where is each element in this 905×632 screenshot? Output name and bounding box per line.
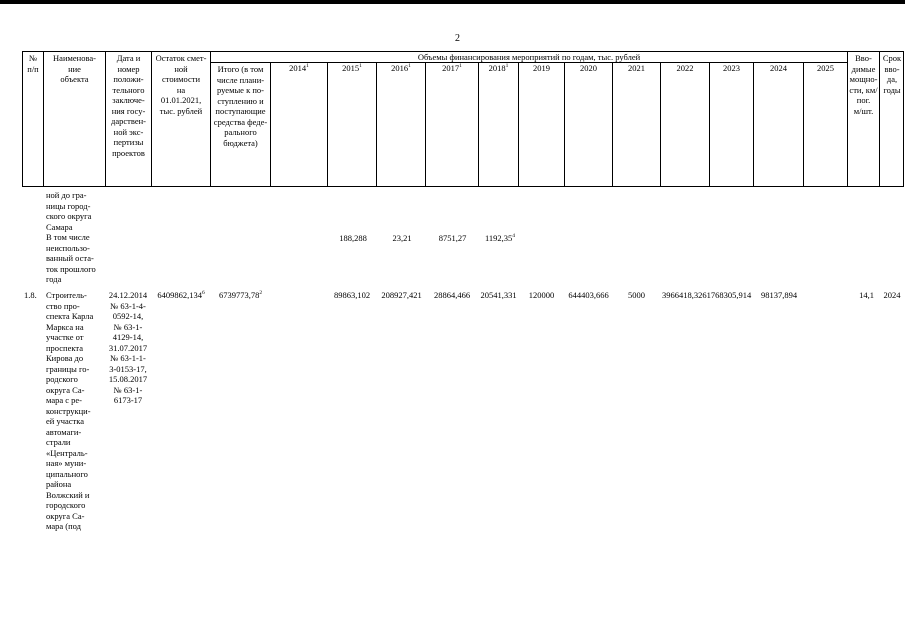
continuation-2017: 8751,27 xyxy=(438,233,467,243)
header-expertise-date: Дата и номер положи- тельного заключе- ния госу- дарствен- ной экс- пертизы проектов xyxy=(111,53,146,158)
continuation-2016: 23,21 xyxy=(392,233,412,243)
header-year-2019: 2019 xyxy=(533,63,550,73)
row-deadline: 2024 xyxy=(883,290,901,300)
row-2016: 208927,421 xyxy=(381,290,422,300)
header-num: № п/п xyxy=(27,53,39,74)
top-border-line xyxy=(0,0,905,4)
header-year-2015: 2015$^1$ xyxy=(342,63,362,73)
continuation-2015: 188,288 xyxy=(339,233,367,243)
header-year-2018: 2018$^1$ xyxy=(488,63,509,73)
row-2020: 644403,666 xyxy=(568,290,609,300)
header-year-2022: 2022 xyxy=(676,63,694,73)
page-number: 2 xyxy=(455,33,460,44)
row-capacity: 14,1 xyxy=(859,290,874,300)
header-capacity: Вво- димые мощно- сти, км/ пог. м/шт. xyxy=(849,53,878,116)
header-year-2020: 2020 xyxy=(580,63,597,73)
row-number: 1.8. xyxy=(24,290,37,300)
header-deadline: Срок вво- да, годы xyxy=(882,53,902,95)
header-year-2023: 2023 xyxy=(723,63,740,73)
row-2019: 120000 xyxy=(528,290,555,300)
row-expertise-date: 24.12.2014 № 63-1-4- 0592-14, № 63-1- 4129-14, 31.07.2017 № 63-1-1- 3-0153-17, 15.08.2017 № 63-1- 6173-17 xyxy=(108,290,148,405)
header-total: Итого (в том числе плани- руемые к по- ступлению и поступающие средства феде- рального бюджета) xyxy=(213,64,268,148)
continuation-2018: 1192,35$^4$ xyxy=(484,233,516,243)
header-year-2025: 2025 xyxy=(817,63,834,73)
header-year-2021: 2021 xyxy=(628,63,645,73)
header-object-name: Наименова- ние объекта xyxy=(53,53,96,84)
row-object-name: Строитель- ство про- спекта Карла Маркса на участке от проспекта Кирова до границы го- родского округа Са- мара с ре- конструкци- ей участка автомаги- страли «Централь- ная» муни- ципального района Волжский и городского округа Са- мара (под xyxy=(46,290,94,531)
header-year-2017: 2017$^1$ xyxy=(442,63,462,73)
header-balance: Остаток смет- ной стоимости на 01.01.2021, тыс. рублей xyxy=(155,53,207,116)
header-financing-group: Объемы финансирования мероприятий по годам, тыс. рублей xyxy=(417,52,641,62)
header-year-2014: 2014$^1$ xyxy=(289,63,309,73)
header-year-2024: 2024 xyxy=(770,63,787,73)
row-2021: 5000 xyxy=(628,290,645,300)
row-2017: 28864,466 xyxy=(433,290,471,300)
header-year-2016: 2016$^1$ xyxy=(391,63,411,73)
row-2022-2023: 3966418,3261768305,914 xyxy=(662,290,752,300)
row-2024: 98137,894 xyxy=(760,290,798,300)
continuation-name: ной до гра- ницы город- ского округа Самара В том числе неиспользо- ванный оста- ток прошлого года xyxy=(46,190,96,284)
row-total: 6739773,78$^2$ xyxy=(218,290,263,300)
row-balance: 6409862,134$^6$ xyxy=(157,290,205,300)
row-2018: 20541,331 xyxy=(480,290,517,300)
row-2015: 89863,102 xyxy=(333,290,371,300)
